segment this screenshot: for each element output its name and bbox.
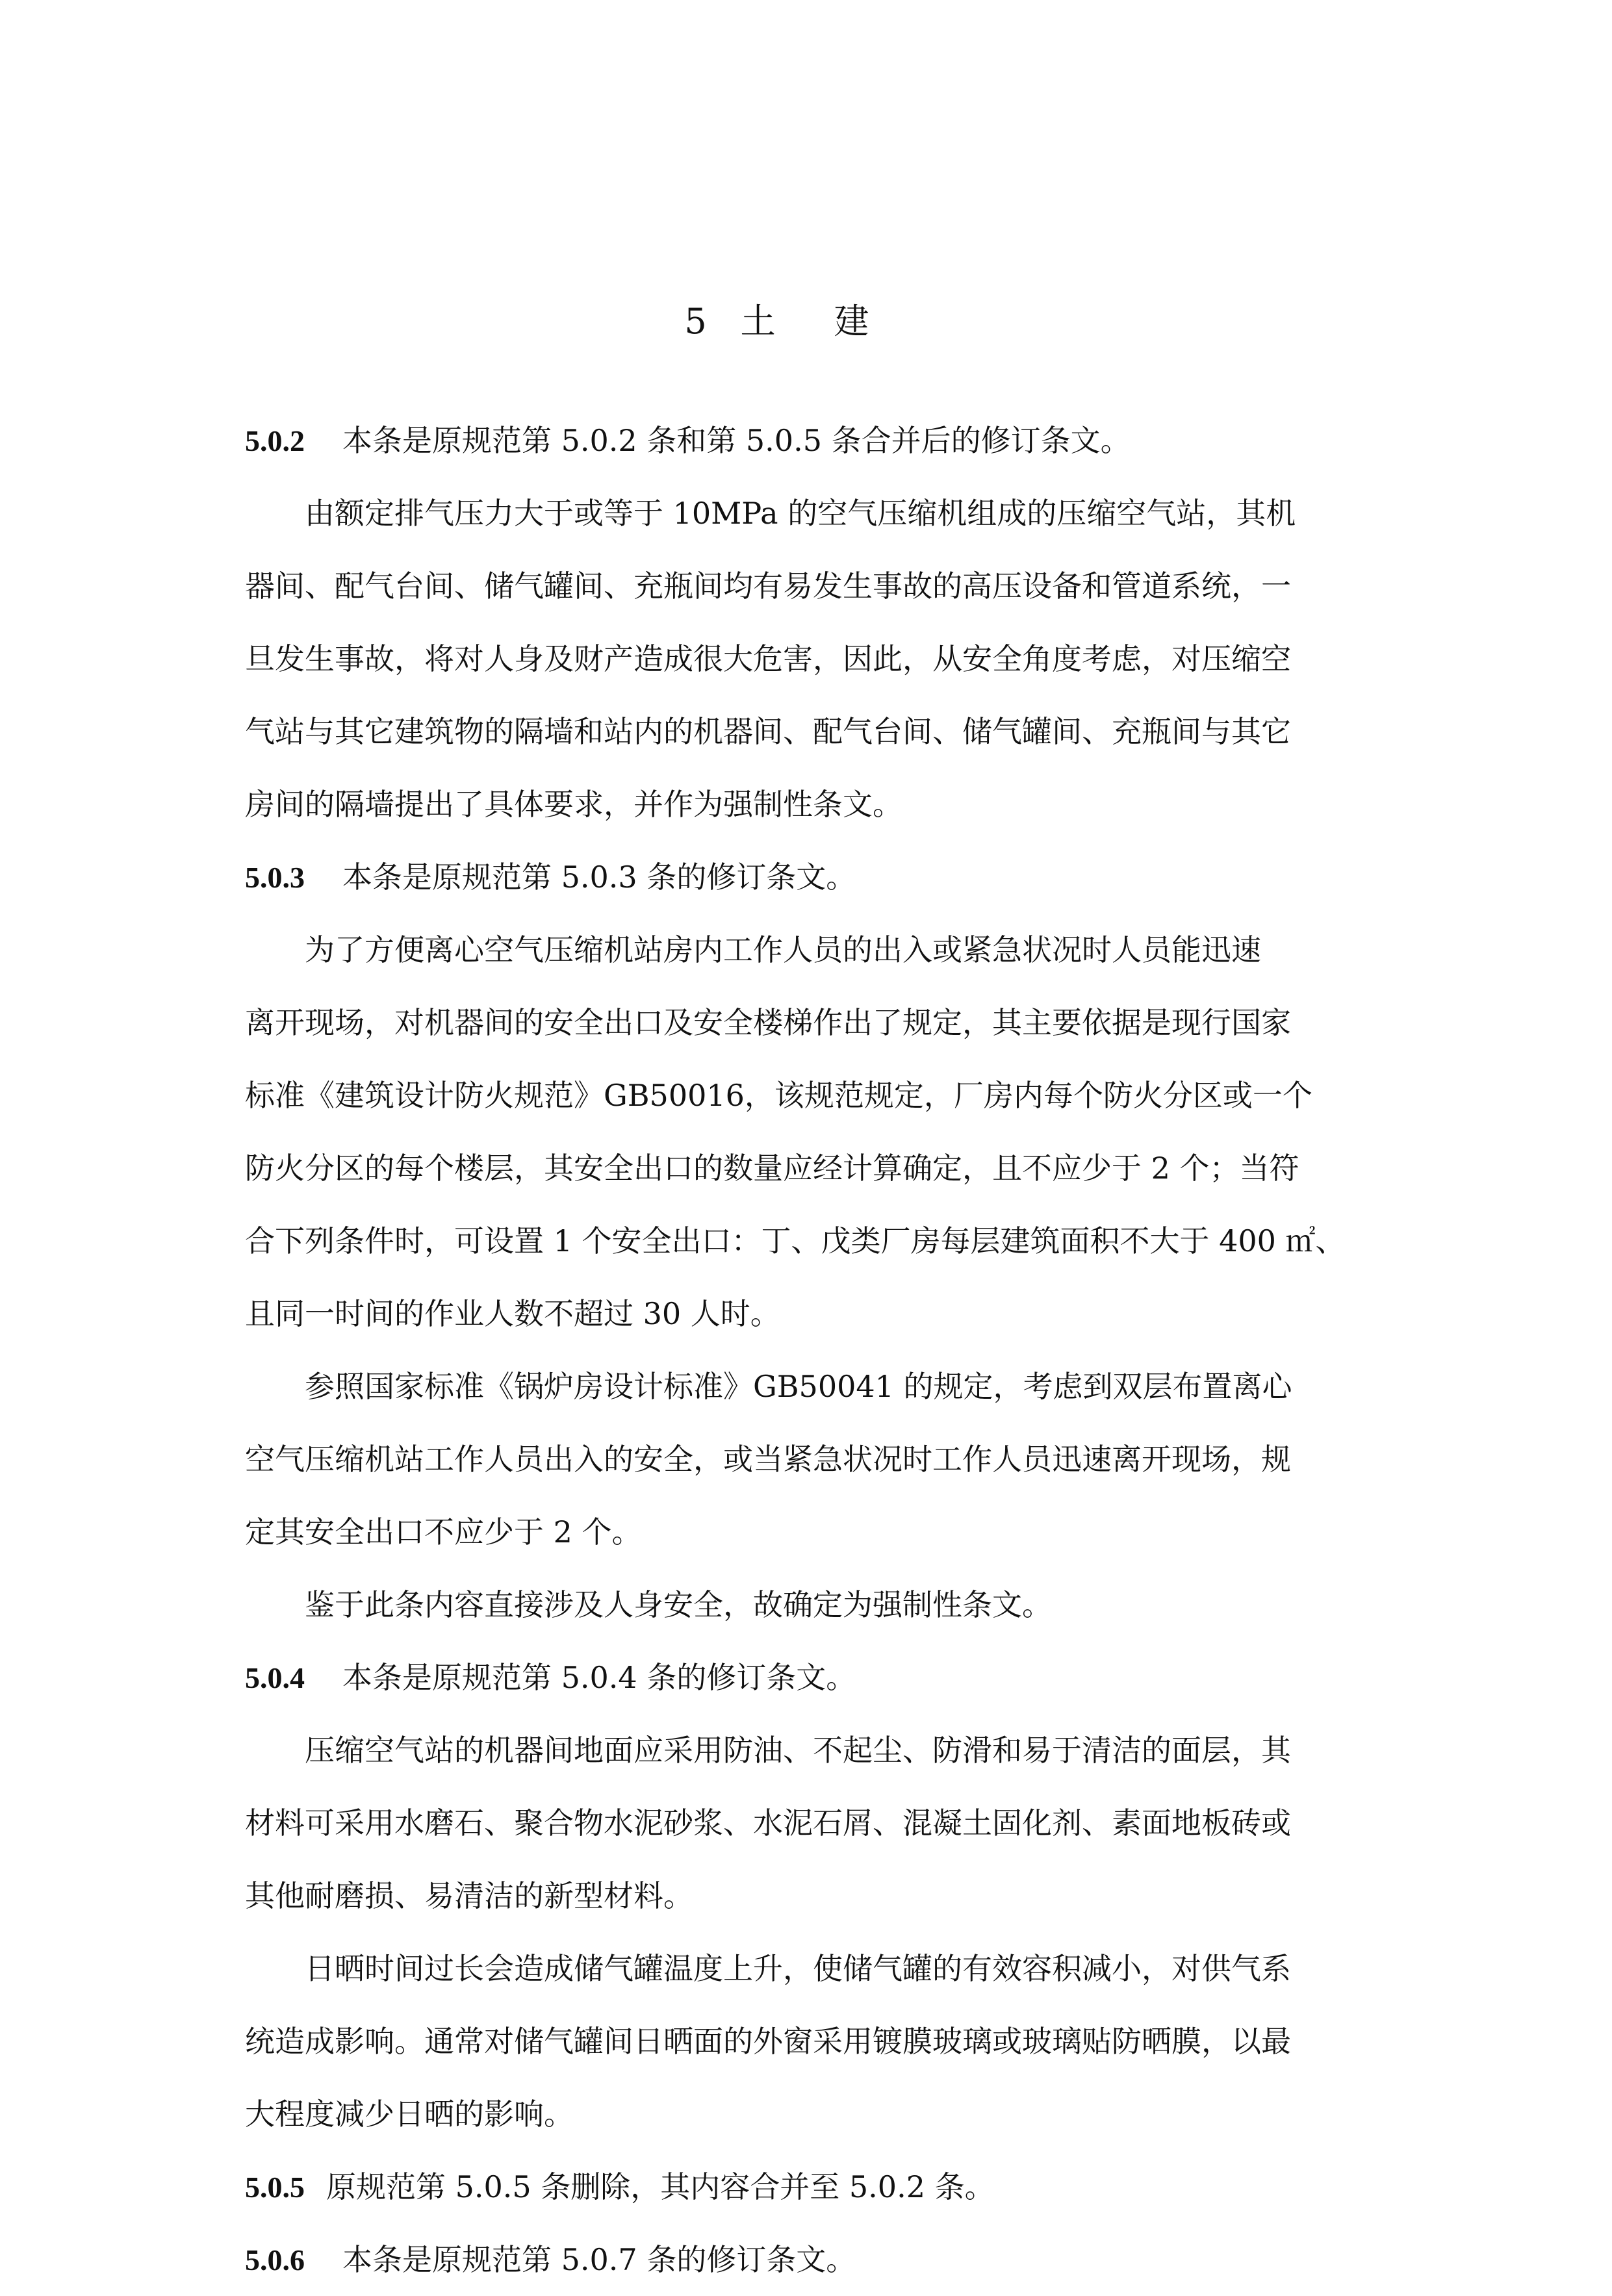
paragraph-line	[245, 1132, 1368, 1205]
clause-number: 5.0.5	[245, 2171, 305, 2204]
paragraph-text: 气站与其它建筑物的隔墙和站内的机器间、配气台间、储气罐间、充瓶间与其它	[245, 714, 1291, 749]
paragraph-line	[245, 695, 1368, 768]
clause-number: 5.0.2	[245, 424, 305, 457]
chapter-title: 土建	[740, 301, 928, 342]
paragraph-text: 空气压缩机站工作人员出入的安全，或当紧急状况时工作人员迅速离开现场，规	[245, 1442, 1291, 1477]
paragraph-text: 统造成影响。通常对储气罐间日晒面的外窗采用镀膜玻璃或玻璃贴防晒膜，以最	[245, 2024, 1291, 2059]
clause-number: 5.0.3	[245, 861, 305, 894]
paragraph-line	[245, 1787, 1368, 1859]
paragraph-line	[245, 550, 1368, 622]
paragraph-first-line	[245, 1350, 1368, 1423]
paragraph-line	[245, 1205, 1368, 1277]
paragraph-line	[245, 622, 1368, 695]
paragraph-text: 离开现场，对机器间的安全出口及安全楼梯作出了规定，其主要依据是现行国家	[245, 1005, 1291, 1040]
paragraph-text: 定其安全出口不应少于 2 个。	[245, 1514, 642, 1550]
paragraph-text: 且同一时间的作业人数不超过 30 人时。	[245, 1296, 780, 1331]
clause-heading-text: 本条是原规范第 5.0.2 条和第 5.0.5 条合并后的修订条文。	[342, 423, 1131, 458]
paragraph-line	[245, 1496, 1368, 1568]
paragraph-text: 合下列条件时，可设置 1 个安全出口：丁、戊类厂房每层建筑面积不大于 400 ㎡、	[245, 1223, 1346, 1258]
clause-number: 5.0.6	[245, 2243, 305, 2277]
paragraph-first-line	[245, 1568, 1368, 1641]
paragraph-line	[245, 1859, 1368, 1932]
paragraph-text: 由额定排气压力大于或等于 10MPa 的空气压缩机组成的压缩空气站，其机	[305, 496, 1296, 531]
paragraph-first-line	[245, 477, 1368, 550]
paragraph-text: 其他耐磨损、易清洁的新型材料。	[245, 1878, 693, 1913]
paragraph-line	[245, 768, 1368, 841]
paragraph-line	[245, 1277, 1368, 1350]
paragraph-text: 为了方便离心空气压缩机站房内工作人员的出入或紧急状况时人员能迅速	[305, 932, 1261, 967]
clause-line	[245, 841, 1368, 913]
paragraph-text: 器间、配气台间、储气罐间、充瓶间均有易发生事故的高压设备和管道系统，一	[245, 568, 1291, 604]
paragraph-line	[245, 2005, 1368, 2078]
paragraph-text: 压缩空气站的机器间地面应采用防油、不起尘、防滑和易于清洁的面层，其	[305, 1733, 1291, 1768]
clause-number: 5.0.4	[245, 1661, 305, 1694]
paragraph-first-line	[245, 1932, 1368, 2005]
paragraph-text: 鉴于此条内容直接涉及人身安全，故确定为强制性条文。	[305, 1587, 1052, 1622]
body-text	[245, 404, 1368, 2296]
paragraph-text: 防火分区的每个楼层，其安全出口的数量应经计算确定，且不应少于 2 个；当符	[245, 1151, 1299, 1186]
chapter-number: 5	[684, 301, 708, 342]
paragraph-text: 大程度减少日晒的影响。	[245, 2097, 574, 2132]
clause-heading-text: 本条是原规范第 5.0.7 条的修订条文。	[342, 2242, 856, 2277]
clause-line	[245, 2223, 1368, 2296]
chapter-heading	[0, 292, 1612, 351]
clause-heading-text: 本条是原规范第 5.0.3 条的修订条文。	[342, 860, 856, 895]
clause-line	[245, 404, 1368, 477]
paragraph-text: 材料可采用水磨石、聚合物水泥砂浆、水泥石屑、混凝土固化剂、素面地板砖或	[245, 1805, 1291, 1841]
clause-line	[245, 1641, 1368, 1714]
paragraph-text: 房间的隔墙提出了具体要求，并作为强制性条文。	[245, 787, 902, 822]
paragraph-line	[245, 1059, 1368, 1132]
clause-heading-text: 本条是原规范第 5.0.4 条的修订条文。	[342, 1660, 856, 1695]
paragraph-text: 参照国家标准《锅炉房设计标准》GB50041 的规定，考虑到双层布置离心	[305, 1369, 1292, 1404]
paragraph-line	[245, 986, 1368, 1059]
paragraph-text: 日晒时间过长会造成储气罐温度上升，使储气罐的有效容积减小，对供气系	[305, 1951, 1291, 1986]
clause-line	[245, 2150, 1368, 2223]
paragraph-text: 标准《建筑设计防火规范》GB50016，该规范规定，厂房内每个防火分区或一个	[245, 1078, 1312, 1113]
paragraph-line	[245, 2078, 1368, 2150]
paragraph-text: 旦发生事故，将对人身及财产造成很大危害，因此，从安全角度考虑，对压缩空	[245, 641, 1291, 676]
clause-heading-text: 原规范第 5.0.5 条删除，其内容合并至 5.0.2 条。	[326, 2169, 995, 2204]
paragraph-first-line	[245, 913, 1368, 986]
paragraph-first-line	[245, 1714, 1368, 1787]
paragraph-line	[245, 1423, 1368, 1496]
